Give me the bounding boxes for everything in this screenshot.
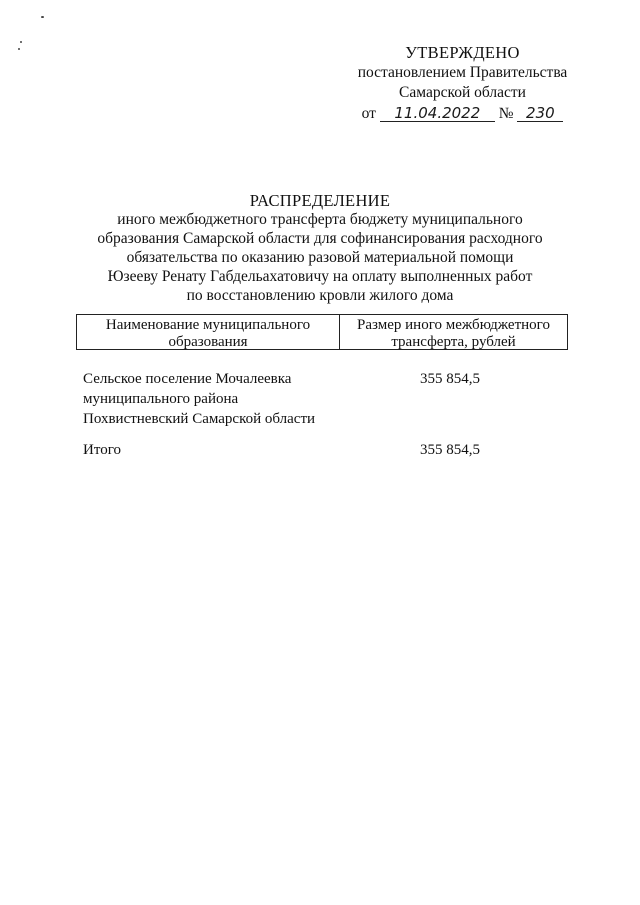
name-line: муниципального района [83,391,239,407]
scan-speck [41,16,44,18]
title-line: образования Самарской области для софинансирования расходного [97,230,543,247]
approval-stamp [345,43,580,124]
number-prefix: № [498,105,514,122]
title-line: Юзееву Ренату Габдельахатовичу на оплату выполненных работ [107,268,533,285]
total-label: Итого [83,442,121,458]
table-header [76,314,568,350]
scan-speck [20,41,22,43]
document-title [90,191,550,305]
header-municipality: Наименование муниципального образования [77,315,340,349]
title-heading: РАСПРЕДЕЛЕНИЕ [249,191,391,210]
name-line: Похвистневский Самарской области [83,411,316,427]
title-line: иного межбюджетного трансферта бюджету муниципального [117,211,523,228]
title-line: по восстановлению кровли жилого дома [186,287,454,304]
approval-date-line [345,104,580,124]
handwritten-date: 11.04.2022 [380,105,495,122]
handwritten-number: 230 [517,105,563,122]
date-prefix: от [361,105,376,122]
name-line: Сельское поселение Мочалеевка [83,371,292,387]
header-amount: Размер иного межбюджетного трансферта, рублей [357,317,550,350]
approval-line-2: Самарской области [399,84,526,101]
approval-heading: УТВЕРЖДЕНО [405,43,520,62]
row-municipality-name [83,369,353,429]
approval-line-1: постановлением Правительства [357,64,568,81]
row-amount: 355 854,5 [420,371,480,387]
title-line: обязательства по оказанию разовой материальной помощи [126,249,514,266]
scan-speck [18,48,20,50]
total-amount: 355 854,5 [420,442,480,458]
